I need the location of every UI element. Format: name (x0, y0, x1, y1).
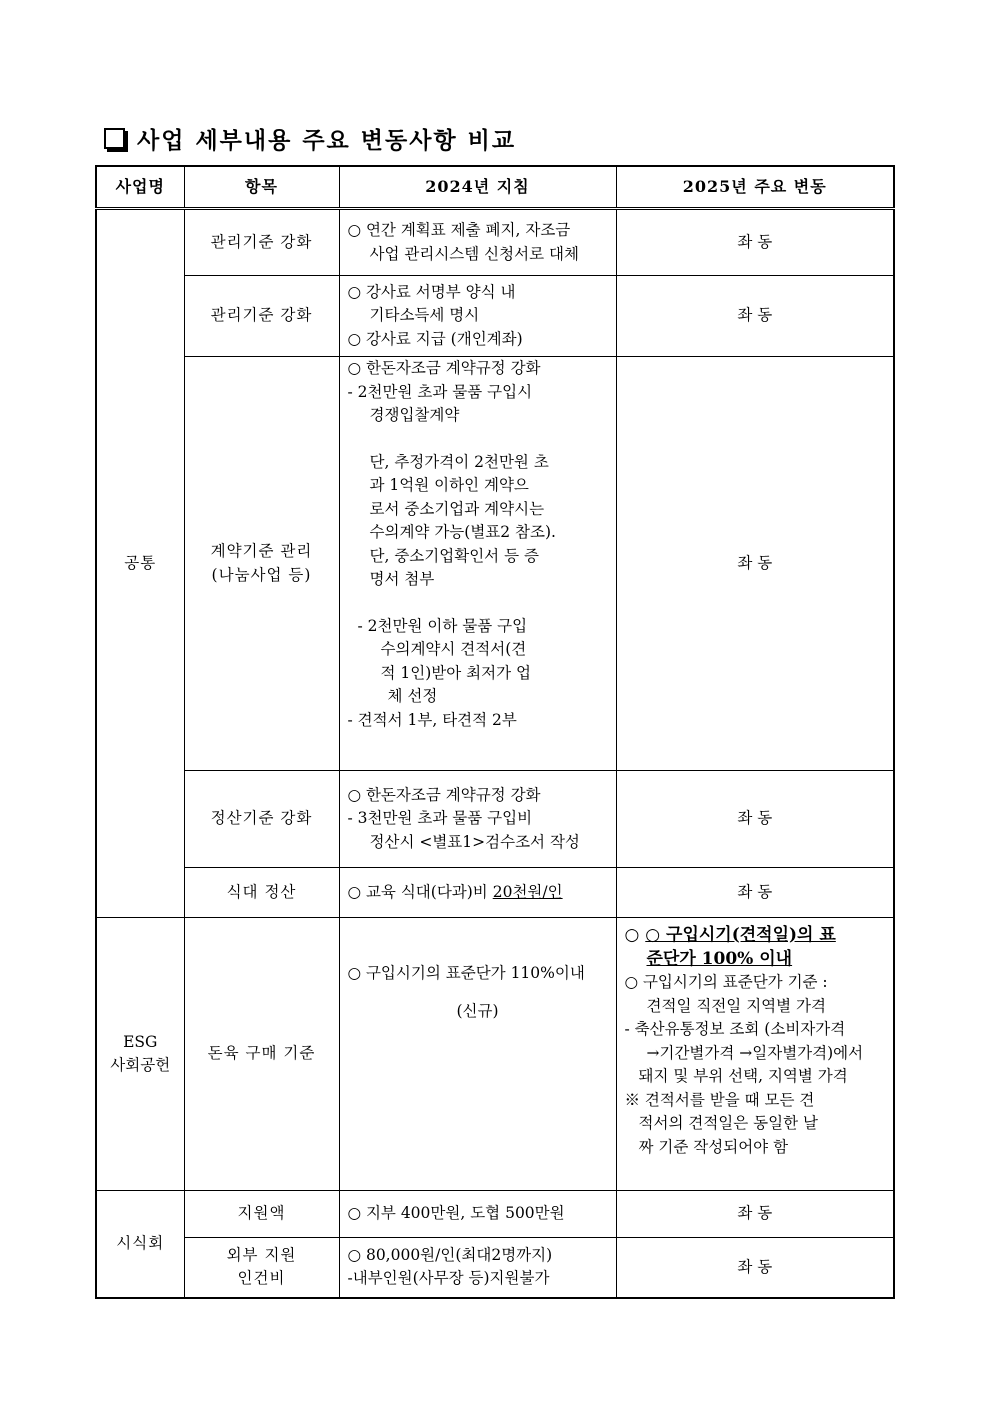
row-2025-content (616, 918, 894, 1191)
text-line: 수의계약시 견적서(견 (380, 640, 527, 658)
row-item (184, 357, 339, 771)
text-line: 단, 중소기업확인서 등 증 (369, 546, 539, 565)
text-line: (신규) (456, 1001, 499, 1020)
table-row (96, 918, 894, 1191)
bold-underlined: ○ 구입시기(견적일)의 표 (645, 925, 836, 945)
row-item: 관리기준 강화 (184, 276, 339, 357)
text-line: ○ 80,000원/인(최대2명까지) (347, 1245, 553, 1264)
category-esg (96, 918, 184, 1191)
table-header-row (96, 166, 894, 209)
page-title (104, 122, 516, 155)
row-2025-content: 좌 동 (616, 771, 894, 868)
text-line: 적서의 견적일은 동일한 날 (638, 1114, 818, 1132)
table-row (96, 357, 894, 771)
category-sisik: 시식회 (96, 1191, 184, 1298)
table-row (96, 1191, 894, 1238)
text-line: 돼지 및 부위 선택, 지역별 가격 (638, 1067, 848, 1085)
row-2024-content (339, 771, 616, 868)
table-row (96, 771, 894, 868)
row-item: 관리기준 강화 (184, 209, 339, 276)
text-line: ○ 강사료 서명부 양식 내 (347, 282, 516, 301)
text-line: 기타소득세 명시 (369, 306, 480, 325)
text-line: 짜 기준 작성되어야 함 (638, 1137, 789, 1156)
row-item: 식대 정산 (184, 868, 339, 918)
row-2025-content: 좌 동 (616, 276, 894, 357)
row-item-line: 계약기준 관리 (210, 542, 313, 560)
row-2024-content (339, 1238, 616, 1298)
text-line: - 2천만원 초과 물품 구입시 (347, 382, 533, 401)
text-line: 사업 관리시스템 신청서로 대체 (369, 244, 579, 263)
row-item (184, 1238, 339, 1298)
row-item: 돈육 구매 기준 (184, 918, 339, 1191)
text-line: 체 선정 (387, 687, 438, 705)
text-line: ○ 지부 400만원, 도협 500만원 (347, 1204, 565, 1223)
text-line: 단, 추정가격이 2천만원 초 (369, 452, 549, 471)
row-2025-content: 좌 동 (616, 868, 894, 918)
text-line: ○ 교육 식대(다과)비 (347, 882, 493, 901)
row-item-line: (나눔사업 등) (211, 565, 312, 584)
table-row (96, 1238, 894, 1298)
text-line: -내부인원(사무장 등)지원불가 (347, 1269, 550, 1288)
row-2024-content (339, 918, 616, 1191)
row-item: 정산기준 강화 (184, 771, 339, 868)
text-line: 견적일 직전일 지역별 가격 (646, 996, 826, 1015)
bold-underlined: 준단가 100% 이내 (646, 948, 793, 969)
comparison-table (95, 165, 895, 1299)
text-line: 수의계약 가능(별표2 참조). (369, 523, 556, 541)
row-2024-content (339, 1191, 616, 1238)
table-row (96, 868, 894, 918)
text-line: - 견적서 1부, 타견적 2부 (347, 710, 517, 729)
row-2024-content (339, 209, 616, 276)
text-line (625, 948, 886, 972)
row-2024-content (339, 276, 616, 357)
row-2025-content: 좌 동 (616, 1191, 894, 1238)
row-2025-content: 좌 동 (616, 1238, 894, 1298)
text-line: 경쟁입찰계약 (369, 406, 460, 424)
header-item: 항목 (184, 166, 339, 209)
category-line: 사회공헌 (110, 1056, 171, 1074)
text-line: 적 1인)받아 최저가 업 (380, 663, 531, 682)
row-item: 지원액 (184, 1191, 339, 1238)
header-2024: 2024년 지침 (339, 166, 616, 209)
text-line: - 2천만원 이하 물품 구입 (357, 616, 528, 635)
text-line: 정산시 <별표1>검수조서 작성 (369, 832, 580, 851)
row-2025-content: 좌 동 (616, 209, 894, 276)
page-title-text: 사업 세부내용 주요 변동사항 비교 (137, 127, 517, 154)
table-row (96, 276, 894, 357)
text-line: - 3천만원 초과 물품 구입비 (347, 809, 533, 828)
checkbox-bullet-icon (104, 128, 125, 149)
table-row (96, 209, 894, 276)
header-2025: 2025년 주요 변동 (616, 166, 894, 209)
header-business: 사업명 (96, 166, 184, 209)
text-line: ○ 강사료 지급 (개인계좌) (347, 329, 523, 348)
category-line: ESG (123, 1032, 158, 1051)
text-line: ○ 구입시기의 표준단가 기준 : (624, 973, 828, 991)
row-2024-content (339, 357, 616, 771)
row-2025-content: 좌 동 (616, 357, 894, 771)
text-line: 과 1억원 이하인 계약으 (369, 476, 529, 494)
text-line: - 축산유통정보 조회 (소비자가격 (624, 1020, 846, 1038)
text-line: →기간별가격 →일자별가격)에서 (646, 1043, 864, 1062)
text-line: ○ ○ 구입시기(견적일)의 표 (624, 925, 836, 945)
text-line: 명서 첨부 (369, 570, 435, 588)
row-item-line: 인건비 (237, 1269, 286, 1288)
row-2024-content (339, 868, 616, 918)
text-line: ○ 한돈자조금 계약규정 강화 (347, 359, 541, 377)
underlined-amount: 20천원/인 (492, 882, 563, 901)
text-line: ※ 견적서를 받을 때 모든 견 (624, 1090, 815, 1109)
row-item-line: 외부 지원 (226, 1245, 297, 1264)
text-line: 로서 중소기업과 계약시는 (369, 499, 545, 518)
category-common: 공통 (96, 209, 184, 918)
text-line: ○ 연간 계획표 제출 폐지, 자조금 (347, 221, 571, 239)
text-line: ○ 한돈자조금 계약규정 강화 (347, 785, 541, 804)
text-line: ○ 구입시기의 표준단가 110%이내 (347, 964, 585, 982)
